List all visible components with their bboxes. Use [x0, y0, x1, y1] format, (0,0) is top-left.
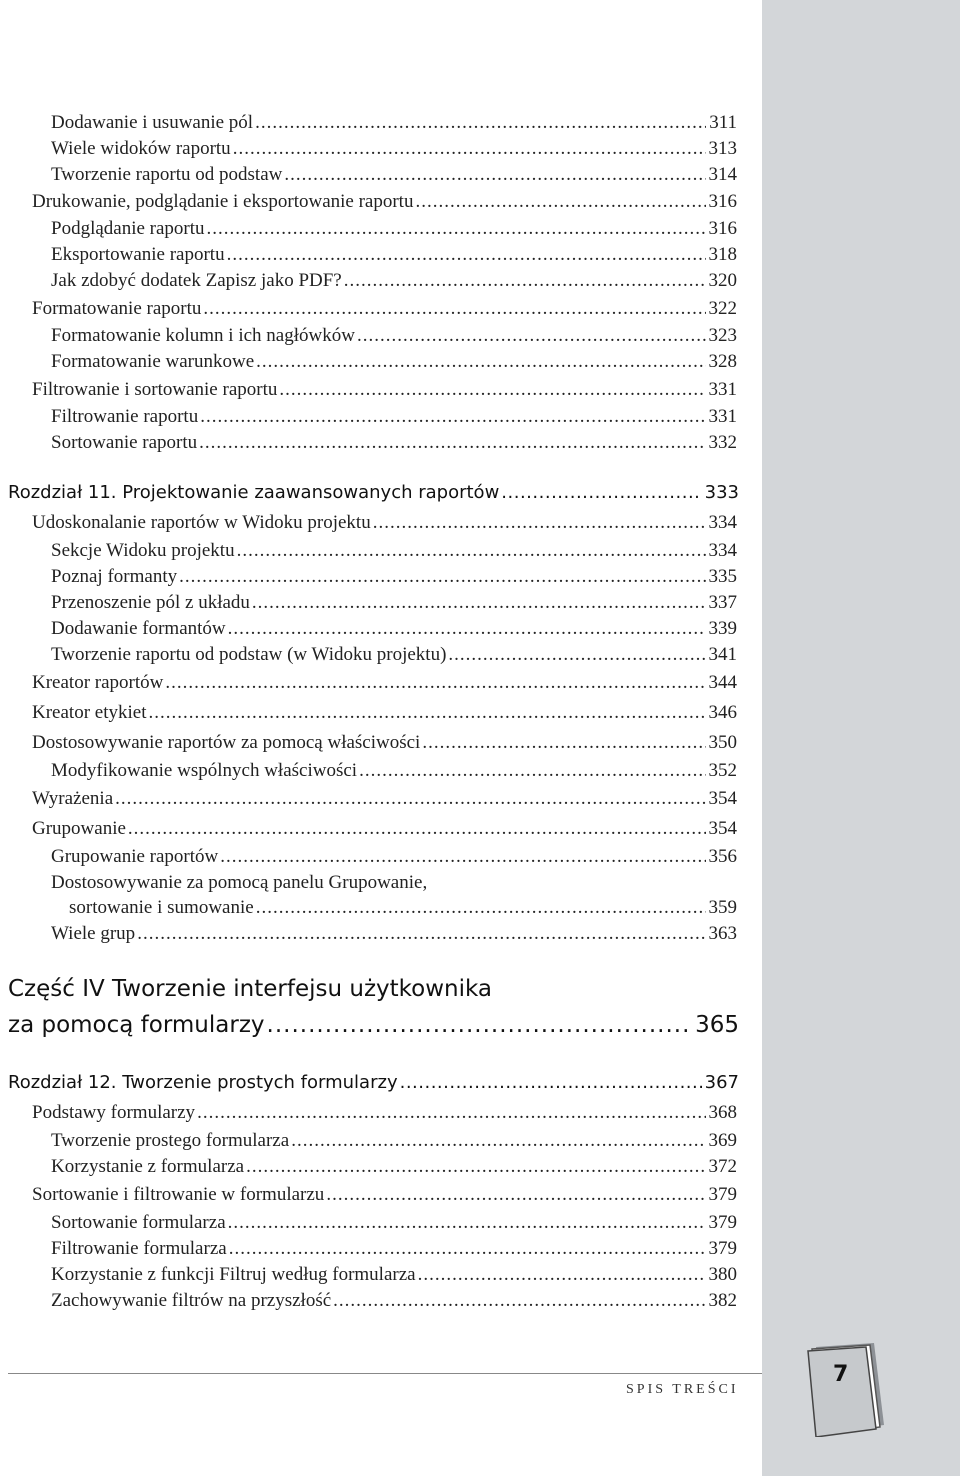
footer-rule [8, 1373, 762, 1374]
toc-entry: Dodawanie formantów ..... 339 [51, 618, 737, 640]
toc-entry: Formatowanie warunkowe ..... 328 [51, 351, 737, 373]
toc-entry: Modyfikowanie wspólnych właściwości ..... 352 [51, 760, 737, 782]
toc-entry: Filtrowanie i sortowanie raportu ..... 331 [32, 379, 737, 401]
toc-entry: Drukowanie, podglądanie i eksportowanie raportu ..... 316 [32, 191, 737, 213]
toc-entry: Kreator etykiet ..... 346 [32, 702, 737, 724]
toc-entry: Poznaj formanty ..... 335 [51, 566, 737, 588]
toc-entry: Kreator raportów ..... 344 [32, 672, 737, 694]
toc-entry: Wiele widoków raportu ..... 313 [51, 138, 737, 160]
toc-entry: Sortowanie raportu ..... 332 [51, 432, 737, 454]
toc-entry: Eksportowanie raportu ..... 318 [51, 244, 737, 266]
toc-entry: Jak zdobyć dodatek Zapisz jako PDF? ..... 320 [51, 270, 737, 292]
toc-entry: Grupowanie ..... 354 [32, 818, 737, 840]
toc-entry: Wiele grup ..... 363 [51, 923, 737, 945]
toc-entry: Dostosowywanie raportów za pomocą właściwości ..... 350 [32, 732, 737, 754]
toc-entry: Korzystanie z formularza ..... 372 [51, 1156, 737, 1178]
toc-entry: Formatowanie kolumn i ich nagłówków ..... 323 [51, 325, 737, 347]
toc-entry: Podstawy formularzy ..... 368 [32, 1102, 737, 1124]
toc-entry: Przenoszenie pól z układu ..... 337 [51, 592, 737, 614]
chapter-heading: Rozdział 12. Tworzenie prostych formularzy ..... 367 [8, 1072, 739, 1093]
toc-entry: Tworzenie raportu od podstaw (w Widoku projektu) ..... 341 [51, 644, 737, 666]
footer-section-label: SPIS TREŚCI [626, 1382, 739, 1397]
book-icon [802, 1341, 886, 1437]
toc-entry: Formatowanie raportu ..... 322 [32, 298, 737, 320]
toc-entry: Filtrowanie formularza ..... 379 [51, 1238, 737, 1260]
part-heading: za pomocą formularzy ..... 365 [8, 1012, 739, 1038]
toc-entry: Dodawanie i usuwanie pól ..... 311 [51, 112, 737, 134]
toc-entry: Sekcje Widoku projektu ..... 334 [51, 540, 737, 562]
toc-entry: Wyrażenia ..... 354 [32, 788, 737, 810]
toc-entry: Zachowywanie filtrów na przyszłość ..... 382 [51, 1290, 737, 1312]
toc-entry: Sortowanie i filtrowanie w formularzu ..... 379 [32, 1184, 737, 1206]
toc-entry: Podglądanie raportu ..... 316 [51, 218, 737, 240]
toc-entry: Dostosowywanie za pomocą panelu Grupowanie, [51, 872, 428, 893]
toc-entry: Tworzenie raportu od podstaw ..... 314 [51, 164, 737, 186]
toc-entry: Filtrowanie raportu ..... 331 [51, 406, 737, 428]
chapter-heading: Rozdział 11. Projektowanie zaawansowanych raportów ..... 333 [8, 482, 739, 503]
toc-entry: Tworzenie prostego formularza ..... 369 [51, 1130, 737, 1152]
toc-entry: Udoskonalanie raportów w Widoku projektu ..... 334 [32, 512, 737, 534]
page-number: 7 [833, 1362, 849, 1387]
toc-entry: Korzystanie z funkcji Filtruj według formularza ..... 380 [51, 1264, 737, 1286]
gray-side-margin [762, 0, 960, 1476]
part-heading: Część IV Tworzenie interfejsu użytkownika [8, 976, 493, 1002]
toc-entry: Grupowanie raportów ..... 356 [51, 846, 737, 868]
toc-entry: Sortowanie formularza ..... 379 [51, 1212, 737, 1234]
toc-entry: sortowanie i sumowanie ..... 359 [69, 897, 737, 919]
